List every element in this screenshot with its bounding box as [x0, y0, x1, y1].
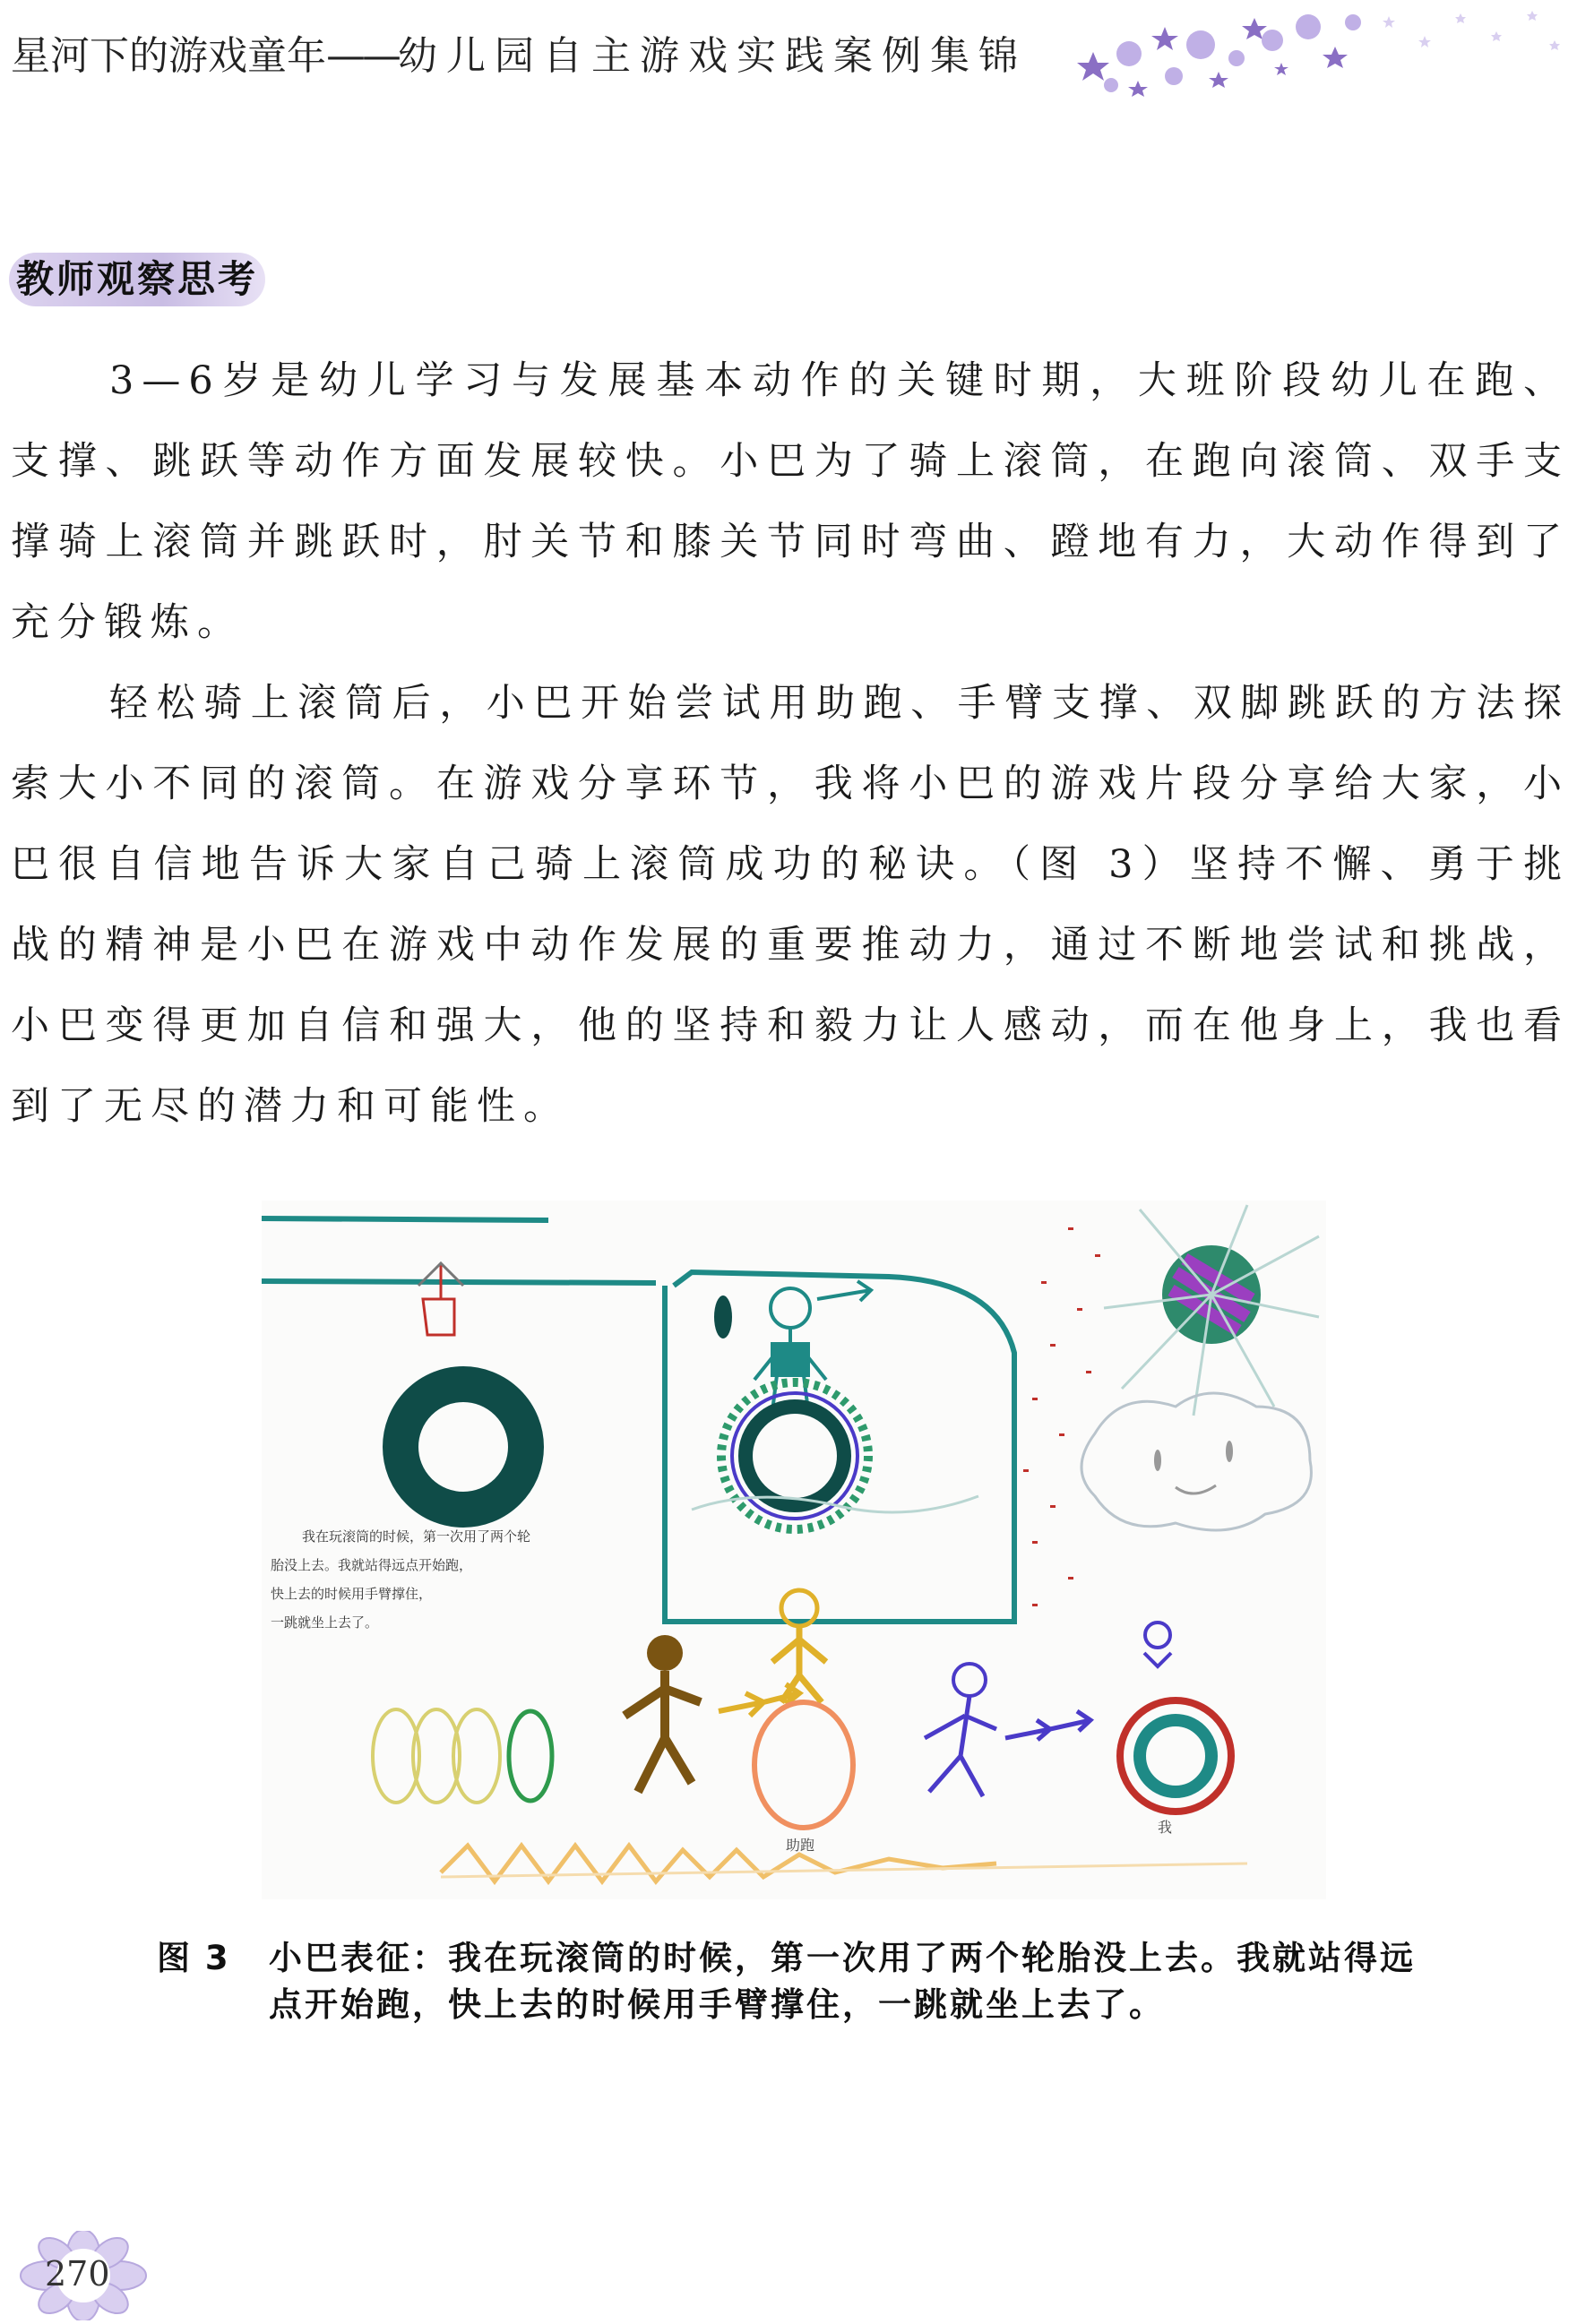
child-drawing-figure	[262, 1201, 1326, 1899]
svg-text:胎没上去。我就站得远点开始跑，: 胎没上去。我就站得远点开始跑，	[271, 1557, 473, 1573]
body-text	[11, 340, 1570, 1147]
star-decoration-icon	[1057, 0, 1577, 108]
child-drawing-illustration	[262, 1201, 1326, 1899]
label-run-up: 助跑	[786, 1837, 815, 1854]
caption-label: 图 3	[157, 1939, 230, 1977]
paragraph: 3—6岁是幼儿学习与发展基本动作的关键时期，大班阶段幼儿在跑、支撑、跳跃等动作方面发展较快。小巴为了骑上滚筒，在跑向滚筒、双手支撑骑上滚筒并跳跃时，肘关节和膝关节同时弯曲、蹬地有力，大动作得到了充分锻炼。	[11, 358, 1570, 645]
header-dash: ——	[326, 33, 398, 79]
svg-text:我在玩滚筒的时候，第一次用了两个轮: 我在玩滚筒的时候，第一次用了两个轮	[302, 1528, 531, 1545]
page-number: 270	[45, 2254, 110, 2294]
svg-text:快上去的时候用手臂撑住，: 快上去的时候用手臂撑住，	[271, 1586, 433, 1602]
book-title: 星河下的游戏童年	[11, 33, 326, 79]
section-heading: 教师观察思考	[9, 253, 265, 306]
book-subtitle: 幼儿园自主游戏实践案例集锦	[398, 33, 1027, 79]
running-header-title	[11, 23, 1027, 81]
figure-caption	[157, 1935, 1447, 2028]
caption-text: 小巴表征：我在玩滚筒的时候，第一次用了两个轮胎没上去。我就站得远点开始跑，快上去的时候用手臂撑住，一跳就坐上去了。	[269, 1939, 1416, 2024]
svg-text:一跳就坐上去了。: 一跳就坐上去了。	[271, 1614, 379, 1631]
paragraph: 轻松骑上滚筒后，小巴开始尝试用助跑、手臂支撑、双脚跳跃的方法探索大小不同的滚筒。在游戏分享环节，我将小巴的游戏片段分享给大家，小巴很自信地告诉大家自己骑上滚筒成功的秘诀。（图 3）坚持不懈、勇于挑战的精神是小巴在游戏中动作发展的重要推动力，通过不断地尝试和挑战，小巴变得更加自信和强大，他的坚持和毅力让人感动，而在他身上，我也看到了无尽的潜力和可能性。	[11, 681, 1570, 1129]
page-header	[0, 0, 1577, 116]
label-me: 我	[1158, 1819, 1173, 1836]
